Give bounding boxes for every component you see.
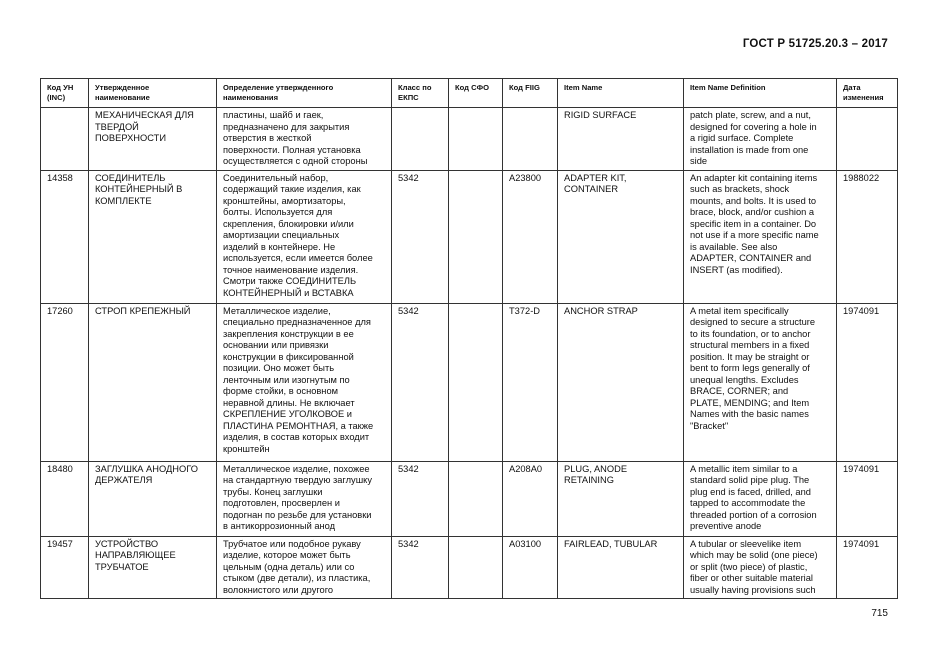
cell-item-definition: A metal item specifically designed to secure a structure to its foundation, or to anchor structural members in a fixed position. It may be straight or bent to form legs generally of unequal lengths. Excludes BRACE, CORNER; and PLATE, MENDING; and Item Names with the basic names "Bracket"	[684, 303, 837, 461]
cell-approved-name: СТРОП КРЕПЕЖНЫЙ	[89, 303, 217, 461]
cell-inc: 19457	[41, 536, 89, 599]
cell-sfo-code	[449, 108, 503, 171]
cell-change-date: 1988022	[837, 170, 898, 303]
cell-inc	[41, 108, 89, 171]
col-header-approved-name: Утвержденное наименование	[89, 79, 217, 108]
cell-item-name: ADAPTER KIT, CONTAINER	[558, 170, 684, 303]
cell-item-name: ANCHOR STRAP	[558, 303, 684, 461]
cell-sfo-code	[449, 303, 503, 461]
table-row	[41, 108, 898, 171]
cell-approved-name: ЗАГЛУШКА АНОДНОГО ДЕРЖАТЕЛЯ	[89, 461, 217, 536]
cell-inc: 14358	[41, 170, 89, 303]
cell-sfo-code	[449, 170, 503, 303]
col-header-sfo-code: Код СФО	[449, 79, 503, 108]
document-code: ГОСТ Р 51725.20.3 – 2017	[742, 38, 888, 50]
col-header-item-name: Item Name	[558, 79, 684, 108]
cell-inc: 18480	[41, 461, 89, 536]
col-header-ekps-class: Класс по ЕКПС	[392, 79, 449, 108]
col-header-inc: Код УН (INC)	[41, 79, 89, 108]
cell-item-definition: patch plate, screw, and a nut, designed for covering a hole in a rigid surface. Complete installation is made from one side	[684, 108, 837, 171]
cell-approved-name: МЕХАНИЧЕСКАЯ ДЛЯ ТВЕРДОЙ ПОВЕРХНОСТИ	[89, 108, 217, 171]
cell-fiig-code	[503, 108, 558, 171]
cell-definition: Металлическое изделие, специально предназначенное для закрепления конструкции в ее основании или привязки конструкции в фиксированной позиции. Оно может быть ленточным или изогнутым по форме стойки, в основном неравной длины. Не включает СКРЕПЛЕНИЕ УГОЛКОВОЕ и ПЛАСТИНА РЕМОНТНАЯ, а также изделия, в состав которых входит кронштейн	[217, 303, 392, 461]
cell-approved-name: СОЕДИНИТЕЛЬ КОНТЕЙНЕРНЫЙ В КОМПЛЕКТЕ	[89, 170, 217, 303]
cell-definition: пластины, шайб и гаек, предназначено для закрытия отверстия в жесткой поверхности. Полная установка осуществляется с одной стороны	[217, 108, 392, 171]
cell-item-name: PLUG, ANODE RETAINING	[558, 461, 684, 536]
cell-item-definition: A tubular or sleevelike item which may be solid (one piece) or split (two piece) of plastic, fiber or other suitable material usually having provisions such	[684, 536, 837, 599]
nomenclature-table	[40, 78, 898, 599]
col-header-change-date: Дата изменения	[837, 79, 898, 108]
table-header-row	[41, 79, 898, 108]
col-header-definition: Определение утвержденного наименования	[217, 79, 392, 108]
cell-definition: Соединительный набор, содержащий такие изделия, как кронштейны, амортизаторы, болты. Используется для скрепления, блокировки и/или амортизации специальных изделий в контейнере. Не используется, если имеется более точное наименование изделия. Смотри также СОЕДИНИТЕЛЬ КОНТЕЙНЕРНЫЙ и ВСТАВКА	[217, 170, 392, 303]
cell-ekps-class: 5342	[392, 461, 449, 536]
cell-ekps-class: 5342	[392, 536, 449, 599]
table-row	[41, 461, 898, 536]
col-header-item-definition: Item Name Definition	[684, 79, 837, 108]
table-row	[41, 303, 898, 461]
cell-sfo-code	[449, 461, 503, 536]
cell-approved-name: УСТРОЙСТВО НАПРАВЛЯЮЩЕЕ ТРУБЧАТОЕ	[89, 536, 217, 599]
cell-sfo-code	[449, 536, 503, 599]
cell-change-date	[837, 108, 898, 171]
cell-change-date: 1974091	[837, 303, 898, 461]
cell-fiig-code: A03100	[503, 536, 558, 599]
cell-fiig-code: T372-D	[503, 303, 558, 461]
col-header-fiig-code: Код FIIG	[503, 79, 558, 108]
cell-ekps-class: 5342	[392, 303, 449, 461]
cell-fiig-code: A23800	[503, 170, 558, 303]
table-row	[41, 536, 898, 599]
cell-ekps-class: 5342	[392, 170, 449, 303]
cell-item-name: FAIRLEAD, TUBULAR	[558, 536, 684, 599]
cell-fiig-code: A208A0	[503, 461, 558, 536]
cell-definition: Металлическое изделие, похожее на стандартную твердую заглушку трубы. Конец заглушки подготовлен, просверлен и подогнан по резьбе для установки в антикоррозионный анод	[217, 461, 392, 536]
cell-definition: Трубчатое или подобное рукаву изделие, которое может быть цельным (одна деталь) или со стыком (две детали), из пластика, волокнистого или другого	[217, 536, 392, 599]
cell-item-definition: A metallic item similar to a standard solid pipe plug. The plug end is faced, drilled, and tapped to accommodate the threaded portion of a corrosion preventive anode	[684, 461, 837, 536]
cell-item-name: RIGID SURFACE	[558, 108, 684, 171]
page-number: 715	[871, 608, 888, 619]
cell-inc: 17260	[41, 303, 89, 461]
cell-ekps-class	[392, 108, 449, 171]
table-row	[41, 170, 898, 303]
cell-item-definition: An adapter kit containing items such as brackets, shock mounts, and bolts. It is used to brace, block, and/or cushion a specific item in a container. Do not use if a more specific name is available. See also ADAPTER, CONTAINER and INSERT (as modified).	[684, 170, 837, 303]
cell-change-date: 1974091	[837, 536, 898, 599]
cell-change-date: 1974091	[837, 461, 898, 536]
